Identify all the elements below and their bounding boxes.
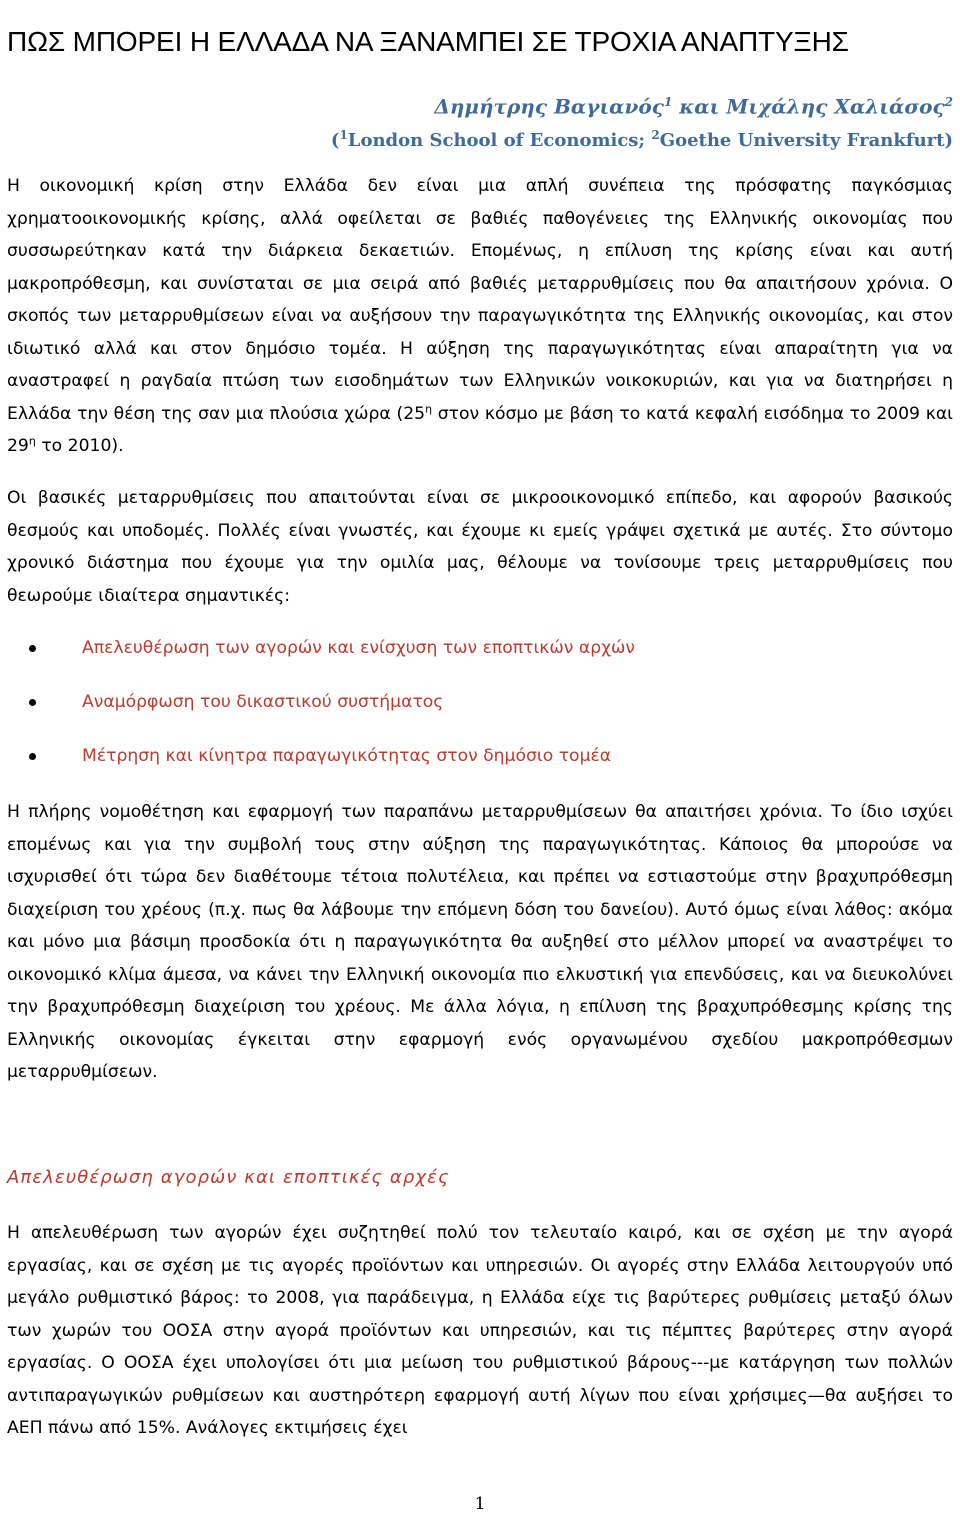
author-names xyxy=(331,88,953,121)
author-affiliations xyxy=(331,121,953,155)
paragraph-1 xyxy=(7,170,953,463)
list-item xyxy=(7,632,953,686)
affiliation-1: London School of Economics; xyxy=(347,129,652,151)
paragraph-2: Οι βασικές μεταρρυθμίσεις που απαιτούνται είναι σε μικροοικονομικό επίπεδο, και αφορούν βασικούς θεσμούς και υποδομές. Πολλές είναι γνωστές, και έχουμε κι εμείς γράψει σχετικά με αυτές. Στο σύντομο χρονικό διάστημα που έχουμε για την ομιλία μας, θέλουμε να τονίσουμε τρεις μεταρρυθμίσεις που θεωρούμε ιδιαίτερα σημαντικές: xyxy=(7,488,953,606)
list-item-label: Μέτρηση και κίνητρα παραγωγικότητας στον δημόσιο τομέα xyxy=(82,746,612,766)
bullet-icon xyxy=(29,645,36,652)
ordinal-sup-1: η xyxy=(425,401,433,415)
list-item xyxy=(7,686,953,740)
affiliation-2: Goethe University Frankfurt) xyxy=(659,129,953,151)
page-number: 1 xyxy=(474,1494,486,1514)
paragraph-4: Η απελευθέρωση των αγορών έχει συζητηθεί πολύ τον τελευταίο καιρό, και σε σχέση με την αγορά εργασίας, και σε σχέση με τις αγορές προϊόντων και υπηρεσιών. Οι αγορές στην Ελλάδα λειτουργούν υπό μεγάλο ρυθμιστικό βάρος: το 2008, για παράδειγμα, η Ελλάδα είχε τις βαρύτερες ρυθμίσεις μεταξύ όλων των χωρών του ΟΟΣΑ στην αγορά προϊόντων και υπηρεσιών, και τις πέμπτες βαρύτερες στην αγορά εργασίας. Ο ΟΟΣΑ έχει υπολογίσει ότι μια μείωση του ρυθμιστικού βάρους---με κατάργηση των πολλών αντιπαραγωγικών ρυθμίσεων και αυστηρότερη εφαρμογή αυτή λίγων που είναι χρήσιμες—θα αυξήσει το ΑΕΠ πάνω από 15%. Ανάλογες εκτιμήσεις έχει xyxy=(7,1223,953,1438)
paragraph-1-text: Η οικονομική κρίση στην Ελλάδα δεν είναι μια απλή συνέπεια της πρόσφατης παγκόσμιας χρηματοοικονομικής κρίσης, αλλά οφείλεται σε βαθιές παθογένειες της Ελληνικής οικονομίας που συσσωρεύτηκαν κατά την διάρκεια δεκαετιών. Επομένως, η επίλυση της κρίσης είναι και αυτή μακροπρόθεσμη, και συνίσταται σε μια σειρά από βαθιές μεταρρυθμίσεις που θα απαιτήσουν χρόνια. Ο σκοπός των μεταρρυθμίσεων είναι να αυξήσουν την παραγωγικότητα της Ελληνικής οικονομίας, και στον ιδιωτικό αλλά και στον δημόσιο τομέα. Η αύξηση της παραγωγικότητας είναι απαραίτητη για να αναστραφεί η ραγδαία πτώση των εισοδημάτων των Ελληνικών νοικοκυριών, και για να διατηρήσει η Ελλάδα την θέση της σαν μια πλούσια χώρα (25 xyxy=(7,176,953,424)
list-item xyxy=(7,740,953,794)
list-item-label: Απελευθέρωση των αγορών και ενίσχυση των εποπτικών αρχών xyxy=(82,638,636,658)
list-item-label: Αναμόρφωση του δικαστικού συστήματος xyxy=(82,692,444,712)
paragraph-3: Η πλήρης νομοθέτηση και εφαρμογή των παραπάνω μεταρρυθμίσεων θα απαιτήσει χρόνια. Το ίδιο ισχύει επομένως και για την συμβολή τους στην αύξηση της παραγωγικότητας. Κάποιος θα μπορούσε να ισχυρισθεί ότι τώρα δεν διαθέτουμε τέτοια πολυτέλεια, και πρέπει να εστιαστούμε στην βραχυπρόθεσμη διαχείριση του χρέους (π.χ. πως θα λάβουμε την επόμενη δόση του δανείου). Αυτό όμως είναι λάθος: ακόμα και μόνο μια βάσιμη προσδοκία ότι η παραγωγικότητα θα αυξηθεί στο μέλλον μπορεί να αναστρέψει το οικονομικό κλίμα άμεσα, να κάνει την Ελληνική οικονομία πιο ελκυστική για επενδύσεις, και να διευκολύνει την βραχυπρόθεσμη διαχείριση του χρέους. Με άλλα λόγια, η επίλυση της βραχυπρόθεσμης κρίσης της Ελληνικής οικονομίας έγκειται στην εφαρμογή ενός οργανωμένου σχεδίου μακροπρόθεσμων μεταρρυθμίσεων. xyxy=(7,802,953,1082)
author-2-mark: 2 xyxy=(944,95,953,109)
bullet-icon xyxy=(29,753,36,760)
reform-list xyxy=(7,632,953,794)
affiliation-open: ( xyxy=(330,129,340,151)
bullet-icon xyxy=(29,699,36,706)
affiliation-1-mark: 1 xyxy=(339,127,348,142)
section-heading: Απελευθέρωση αγορών και εποπτικές αρχές xyxy=(7,1167,450,1188)
author-block xyxy=(331,88,953,155)
paragraph-1-end: το 2010). xyxy=(35,436,124,456)
author-2: Μιχάλης Χαλιάσος xyxy=(726,94,945,119)
document-title: ΠΩΣ ΜΠΟΡΕΙ Η ΕΛΛΑΔΑ ΝΑ ΞΑΝΑΜΠΕΙ ΣΕ ΤΡΟΧΙΑ ΑΝΑΠΤΥΞΗΣ xyxy=(7,26,849,57)
affiliation-2-mark: 2 xyxy=(651,127,660,142)
ordinal-sup-2: η xyxy=(28,434,36,448)
paragraph-1-mid: στον κόσμο με βάση το κατά κεφαλή εισόδημα το 2009 και 29 xyxy=(7,403,953,456)
author-1-mark: 1 xyxy=(663,95,673,109)
author-1: Δημήτρης Βαγιανός xyxy=(434,94,664,119)
author-connector: και xyxy=(672,94,727,119)
